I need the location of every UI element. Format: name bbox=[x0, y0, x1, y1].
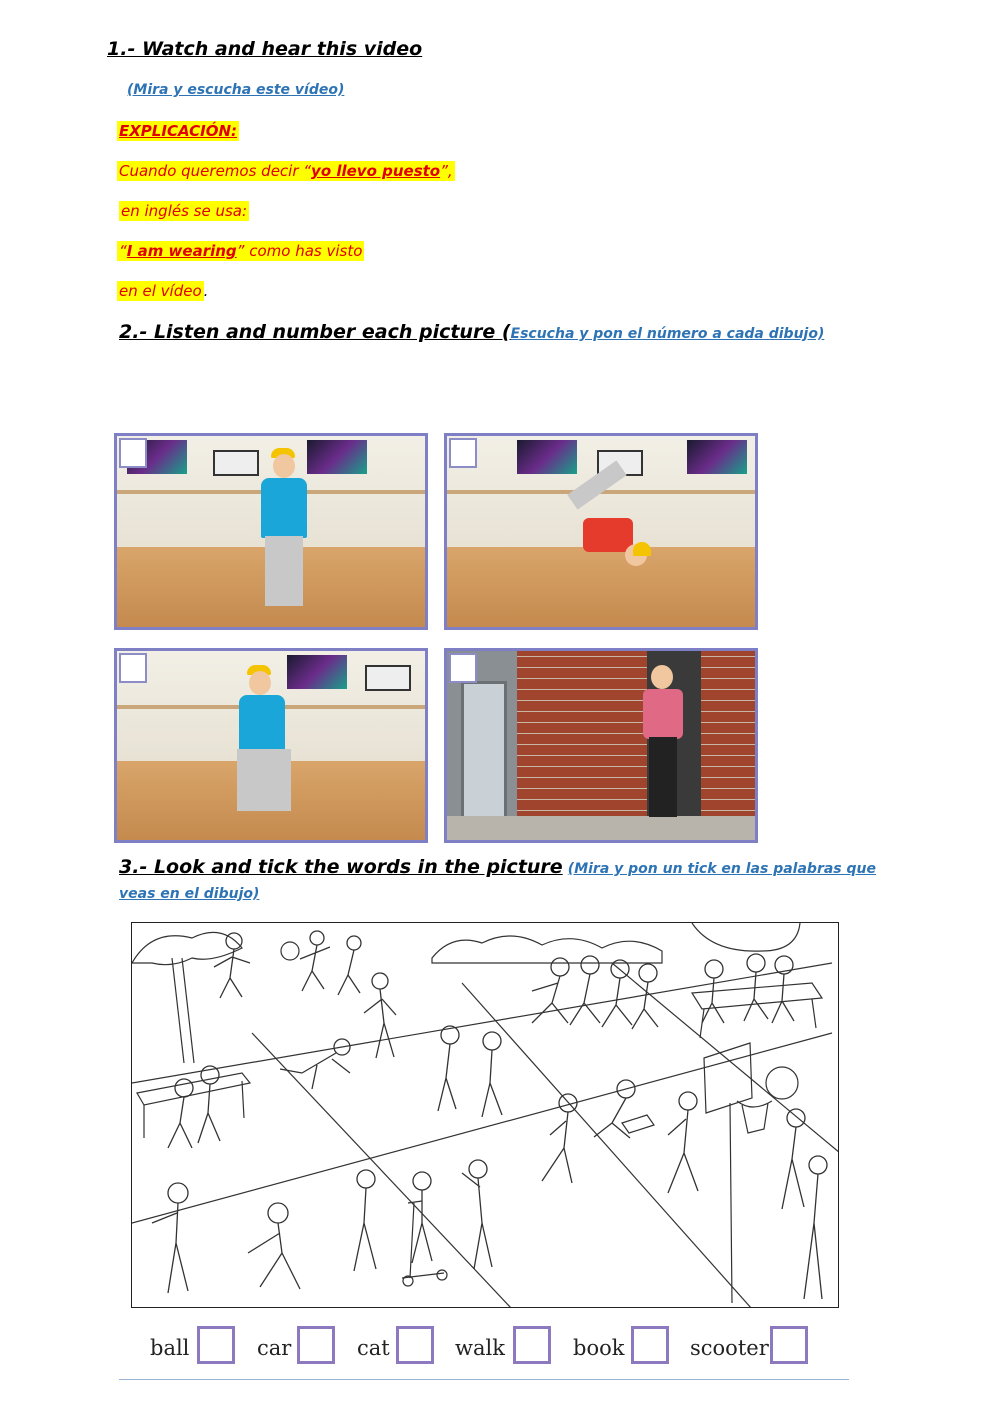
section3-heading bbox=[119, 855, 909, 906]
tick-box-cat[interactable] bbox=[396, 1326, 434, 1364]
section1-title: 1.- Watch and hear this video bbox=[107, 38, 423, 60]
photo-boy-standing bbox=[114, 433, 428, 630]
tick-box-ball[interactable] bbox=[197, 1326, 235, 1364]
section2-title: 2.- Listen and number each picture ( bbox=[119, 321, 511, 343]
number-box-1[interactable] bbox=[119, 438, 147, 468]
explanation-line-3 bbox=[117, 240, 364, 262]
section1-subtitle bbox=[107, 82, 344, 98]
line4-text: en el vídeo bbox=[119, 282, 202, 300]
word-book: book bbox=[573, 1336, 625, 1360]
word-cat: cat bbox=[357, 1336, 390, 1360]
section1-subtitle-text: (Mira y escucha este vídeo) bbox=[127, 82, 345, 98]
number-box-4[interactable] bbox=[449, 653, 477, 683]
tick-box-walk[interactable] bbox=[513, 1326, 551, 1364]
section3-title: 3.- Look and tick the words in the picture bbox=[119, 856, 563, 878]
line3-pre: “ bbox=[119, 242, 127, 260]
photo-boy-dancing bbox=[114, 648, 428, 843]
word-car: car bbox=[257, 1336, 292, 1360]
line1-post: ”, bbox=[440, 162, 453, 180]
bottom-divider bbox=[119, 1379, 849, 1380]
photo-girl-walking bbox=[444, 648, 758, 843]
tick-box-car[interactable] bbox=[297, 1326, 335, 1364]
photo-boy-handstand bbox=[444, 433, 758, 630]
tick-box-book[interactable] bbox=[631, 1326, 669, 1364]
explanation-label bbox=[117, 120, 239, 142]
line1-pre: Cuando queremos decir “ bbox=[119, 162, 312, 180]
section2-subtitle: Escucha y pon el número a cada dibujo) bbox=[510, 326, 825, 342]
word-walk: walk bbox=[455, 1336, 505, 1360]
line4-after: . bbox=[203, 282, 209, 300]
number-box-3[interactable] bbox=[119, 653, 147, 683]
line1-bold: yo llevo puesto bbox=[311, 162, 441, 180]
explanation-line-4 bbox=[117, 280, 208, 302]
explanation-line-1 bbox=[117, 160, 455, 182]
section3-subtitle: (Mira y pon un tick en las palabras que veas en el dibujo) bbox=[119, 861, 876, 902]
explanation-line-2 bbox=[119, 200, 249, 222]
line3-post: ” como has visto bbox=[236, 242, 363, 260]
word-ball: ball bbox=[150, 1336, 190, 1360]
line3-bold: I am wearing bbox=[126, 242, 237, 260]
playground-illustration bbox=[131, 922, 839, 1308]
line2-text: en inglés se usa: bbox=[121, 202, 248, 220]
playground-drawing bbox=[132, 923, 839, 1308]
number-box-2[interactable] bbox=[449, 438, 477, 468]
word-scooter: scooter bbox=[690, 1336, 769, 1360]
section2-heading bbox=[119, 321, 824, 343]
explanation-label-text: EXPLICACIÓN: bbox=[119, 122, 237, 140]
tick-box-scooter[interactable] bbox=[770, 1326, 808, 1364]
